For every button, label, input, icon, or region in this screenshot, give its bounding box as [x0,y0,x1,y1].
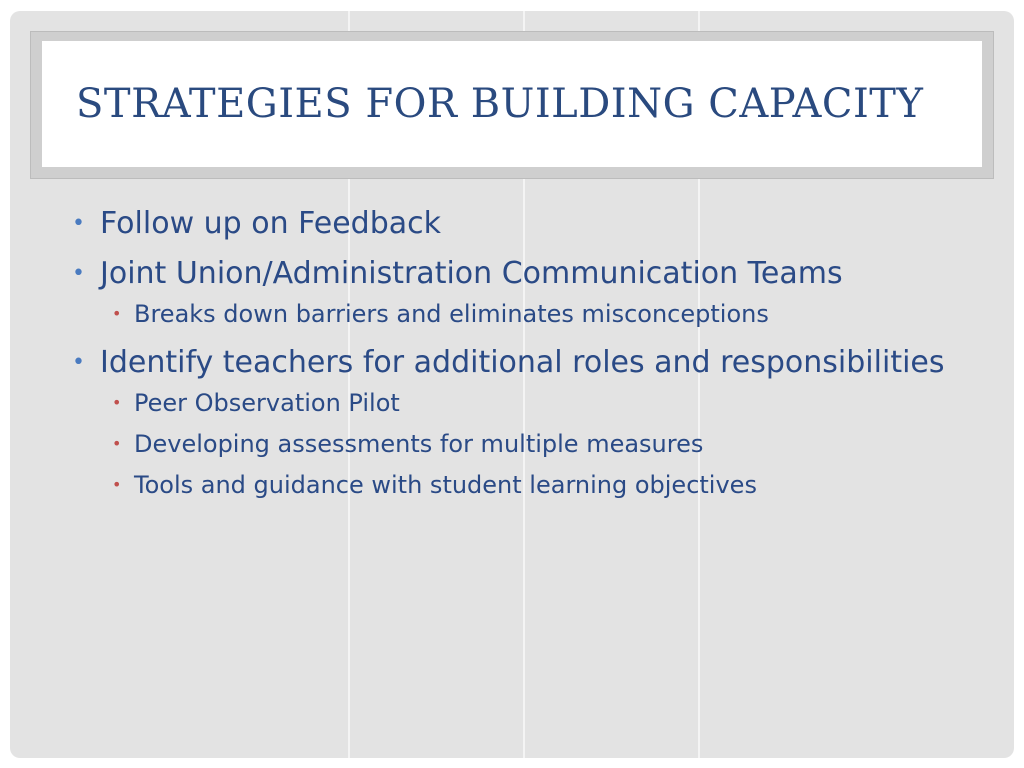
sub-bullet-dot-icon: • [112,434,122,453]
bullet-dot-icon: • [72,261,85,286]
sub-bullet-text: Developing assessments for multiple measures [134,430,704,458]
bullet-item [72,342,952,384]
bullet-list [72,203,952,510]
slide [10,11,1014,758]
bullet-text: Identify teachers for additional roles and responsibilities [100,345,945,380]
sub-bullet-item [72,428,952,460]
bullet-text: Follow up on Feedback [100,206,442,241]
sub-bullet-item [72,298,952,330]
bullet-dot-icon: • [72,350,85,375]
sub-bullet-text: Breaks down barriers and eliminates misconceptions [134,300,769,328]
sub-bullet-dot-icon: • [112,475,122,494]
sub-bullet-item [72,387,952,419]
bullet-text: Joint Union/Administration Communication Teams [100,256,843,291]
slide-title: STRATEGIES FOR BUILDING CAPACITY [76,81,924,127]
sub-bullet-dot-icon: • [112,304,122,323]
sub-bullet-dot-icon: • [112,393,122,412]
bullet-item [72,253,952,295]
sub-bullet-text: Tools and guidance with student learning objectives [134,471,757,499]
sub-bullet-item [72,469,952,501]
sub-bullet-text: Peer Observation Pilot [134,389,400,417]
title-box [42,41,982,167]
bullet-item [72,203,952,245]
title-frame [30,31,994,179]
bullet-dot-icon: • [72,211,85,236]
